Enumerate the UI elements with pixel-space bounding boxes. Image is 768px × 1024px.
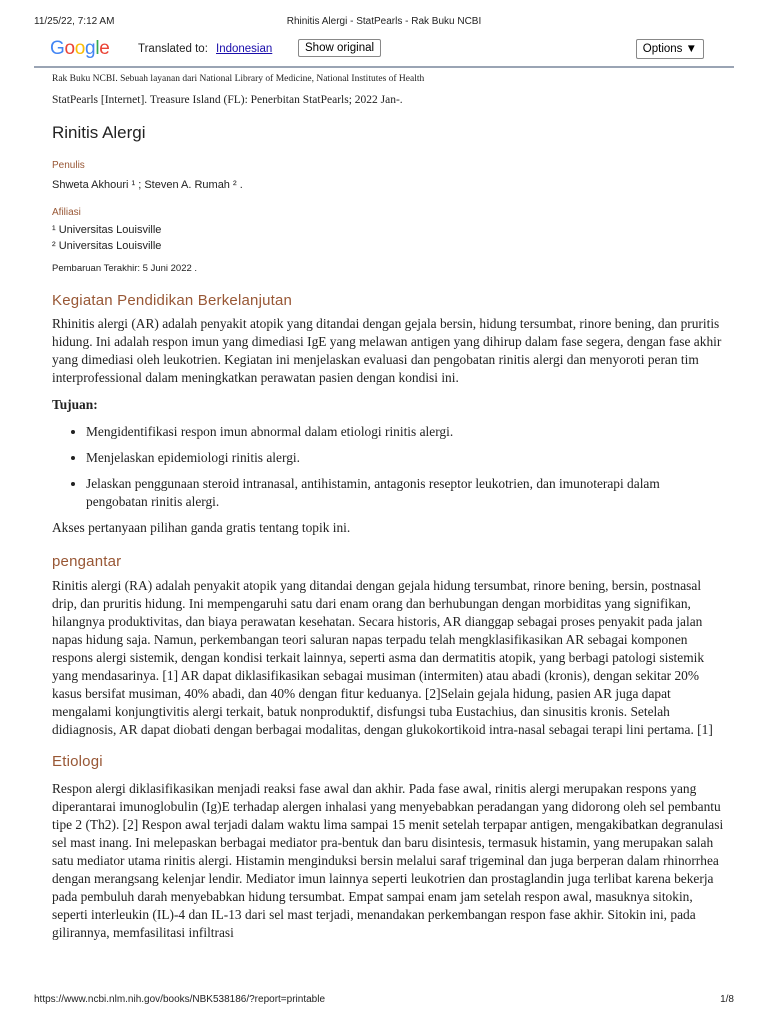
document-content	[52, 70, 724, 942]
section-heading-etiology: Etiologi	[52, 753, 103, 770]
print-footer	[34, 994, 734, 1005]
page-url: https://www.ncbi.nlm.nih.gov/books/NBK538186/?report=printable	[34, 994, 326, 1005]
google-translate-bar	[34, 36, 734, 68]
options-button[interactable]: Options ▼	[636, 39, 704, 59]
etiology-paragraph: Respon alergi diklasifikasikan menjadi reaksi fase awal dan akhir. Pada fase awal, rinitis alergi merupakan respons yang diperantarai imunoglobulin (Ig)E terhadap alergen inhalasi yang menyebabkan peradangan yang didorong oleh sel pembantu tipe 2 (Th2). [2] Respon awal terjadi dalam waktu lima sampai 15 menit setelah terpapar antigen, mengakibatkan degranulasi sel mast inang. Ini melepaskan berbagai mediator pra-bentuk dan baru disintesis, termasuk histamin, yang merupakan salah satu mediator utama rinitis alergi. Histamin menginduksi bersin melalui saraf trigeminal dan juga berperan dalam rhinorrhea dengan merangsang kelenjar lendir. Mediator imun lainnya seperti leukotrien dan prostaglandin juga terlibat karena bekerja pada pembuluh darah menyebabkan hidung tersumbat. Empat sampai enam jam setelah respon awal, masuknya sitokin, seperti interleukin (IL)-4 dan IL-13 dari sel mast terjadi, menandakan perkembangan respon fase akhir. Sitokin ini, pada gilirannya, memfasilitasi infiltrasi	[52, 781, 724, 940]
authors-label: Penulis	[52, 160, 85, 171]
last-update: Pembaruan Terakhir: 5 Juni 2022 .	[52, 263, 198, 274]
page-number: 1/8	[720, 994, 734, 1005]
citation: StatPearls [Internet]. Treasure Island (FL): Penerbitan StatPearls; 2022 Jan-.	[52, 94, 403, 106]
google-logo[interactable]: Google	[50, 38, 110, 59]
intro-paragraph: Rinitis alergi (RA) adalah penyakit atopik yang ditandai dengan gejala hidung tersumbat, rinore bening, bersin, postnasal drip, dan pruritis hidung. Ini mempengaruhi satu dari enam orang dan berhubungan dengan morbiditas yang signifikan, hilangnya produktivitas, dan biaya perawatan kesehatan. Secara historis, AR dianggap sebagai proses penyakit pada jalan napas hidung saja. Namun, perkembangan teori saluran napas terpadu telah mengklasifikasikan AR sebagai komponen respons alergi sistemik, dengan kondisi terkait lainnya, seperti asma dan dermatitis atopik, yang berbagi patologi sistemik yang mendasarinya. [1] AR dapat diklasifikasikan sebagai musiman (intermiten) atau abadi (kronis), dengan sekitar 20% kasus bersifat musiman, 40% abadi, dan 40% dengan fitur keduanya. [2]Selain gejala hidung, pasien AR juga dapat mengalami konjungtivitis alergi terkait, batuk nonproduktif, disfungsi tuba Eustachius, dan sinusitis kronis. Setelah didiagnosis, AR dapat diobati dengan berbagai modalitas, dengan glukokortikoid intra-nasal sebagai terapi lini pertama. [1]	[52, 578, 713, 737]
objectives-list	[52, 423, 724, 511]
affiliation-item: ² Universitas Louisville	[52, 240, 162, 252]
list-item: • Jelaskan penggunaan steroid intranasal, antihistamin, antagonis reseptor leukotrien, dan imunoterapi dalam pengobatan rinitis alergi.	[86, 475, 724, 511]
list-item: • Mengidentifikasi respon imun abnormal dalam etiologi rinitis alergi.	[86, 423, 724, 441]
print-doc-title: Rhinitis Alergi - StatPearls - Rak Buku NCBI	[286, 16, 482, 27]
print-datetime: 11/25/22, 7:12 AM	[34, 16, 115, 27]
affiliations-label: Afiliasi	[52, 207, 81, 218]
list-item: • Menjelaskan epidemiologi rinitis alergi.	[86, 449, 724, 467]
affiliation-item: ¹ Universitas Louisville	[52, 224, 162, 236]
print-header	[34, 16, 734, 30]
translated-to-label: Translated to:	[138, 43, 208, 55]
show-original-button[interactable]: Show original	[298, 39, 381, 57]
page-title: Rinitis Alergi	[52, 123, 146, 142]
objectives-label: Tujuan:	[52, 397, 98, 412]
language-link[interactable]: Indonesian	[216, 43, 273, 55]
cme-paragraph: Rhinitis alergi (AR) adalah penyakit atopik yang ditandai dengan gejala bersin, hidung tersumbat, rinore bening, dan pruritis hidung. Ini adalah respon imun yang dimediasi IgE yang melawan antigen yang dihirup dalam fase segera, dengan fase akhir yang dimediasi oleh leukotrien. Kegiatan ini menjelaskan evaluasi dan pengobatan rinitis alergi dan menyoroti peran tim interprofessional dalam meningkatkan perawatan pasien dengan kondisi ini.	[52, 316, 722, 385]
section-heading-intro: pengantar	[52, 553, 122, 570]
authors: Shweta Akhouri ¹ ; Steven A. Rumah ² .	[52, 179, 243, 191]
section-heading-cme: Kegiatan Pendidikan Berkelanjutan	[52, 292, 293, 309]
bookshelf-line: Rak Buku NCBI. Sebuah layanan dari National Library of Medicine, National Institutes of Health	[52, 74, 425, 84]
access-questions-line[interactable]: Akses pertanyaan pilihan ganda gratis tentang topik ini.	[52, 520, 351, 535]
